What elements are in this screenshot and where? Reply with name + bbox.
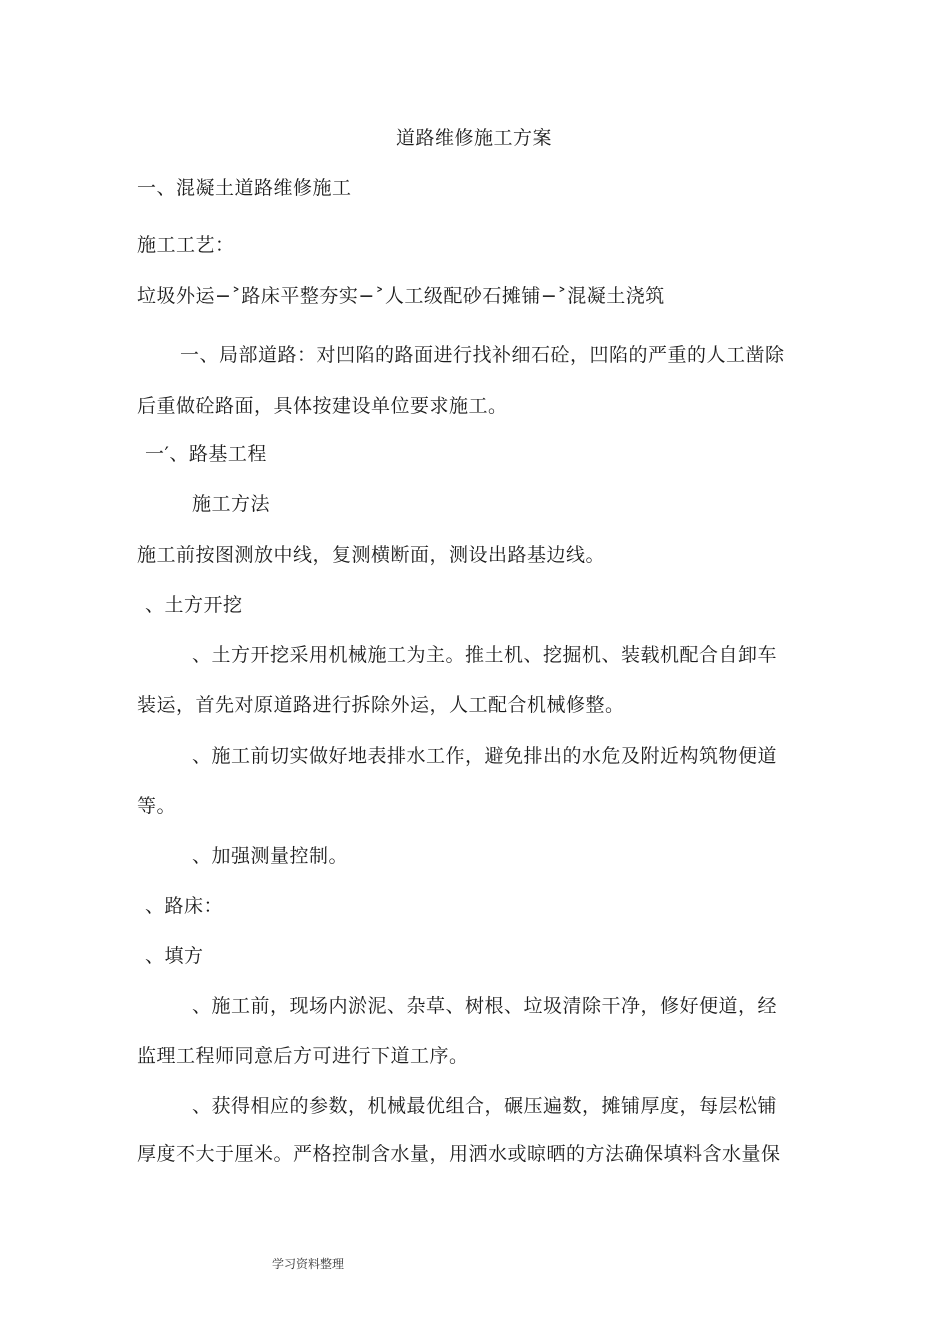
paragraph-drainage-continued: 等。 (137, 795, 177, 817)
page-footer: 学习资料整理 (272, 1257, 345, 1271)
subheading-method: 施工方法 (192, 493, 271, 515)
section-heading-subgrade: 一′、路基工程 (145, 443, 267, 465)
section-heading-concrete-repair: 一、混凝土道路维修施工 (137, 177, 352, 199)
paragraph-excavation-machinery: 、土方开挖采用机械施工为主。推土机、挖掘机、装载机配合自卸车 (192, 644, 778, 666)
paragraph-drainage: 、施工前切实做好地表排水工作，避免排出的水危及附近构筑物便道 (192, 745, 778, 767)
paragraph-compaction: 、获得相应的参数，机械最优组合，碾压遍数，摊铺厚度，每层松铺 (192, 1095, 778, 1117)
subheading-roadbed: 、路床： (145, 895, 224, 917)
paragraph-survey: 施工前按图测放中线，复测横断面，测设出路基边线。 (137, 544, 606, 566)
subheading-excavation: 、土方开挖 (145, 594, 243, 616)
paragraph-survey-control: 、加强测量控制。 (192, 845, 349, 867)
process-label: 施工工艺： (137, 234, 235, 256)
document-title: 道路维修施工方案 (396, 127, 553, 149)
paragraph-compaction-continued: 厚度不大于厘米。严格控制含水量，用洒水或晾晒的方法确保填料含水量保 (137, 1143, 781, 1165)
subheading-fill: 、填方 (145, 945, 204, 967)
paragraph-site-clearing-continued: 监理工程师同意后方可进行下道工序。 (137, 1045, 469, 1067)
paragraph-local-road: 一、局部道路：对凹陷的路面进行找补细石砼，凹陷的严重的人工凿除 (180, 344, 785, 366)
paragraph-site-clearing: 、施工前，现场内淤泥、杂草、树根、垃圾清除干净，修好便道，经 (192, 995, 778, 1017)
process-flow: 垃圾外运−˃路床平整夯实−˃人工级配砂石摊铺−˃混凝土浇筑 (137, 285, 665, 307)
paragraph-excavation-machinery-continued: 装运，首先对原道路进行拆除外运，人工配合机械修整。 (137, 694, 625, 716)
paragraph-local-road-continued: 后重做砼路面，具体按建设单位要求施工。 (137, 395, 508, 417)
